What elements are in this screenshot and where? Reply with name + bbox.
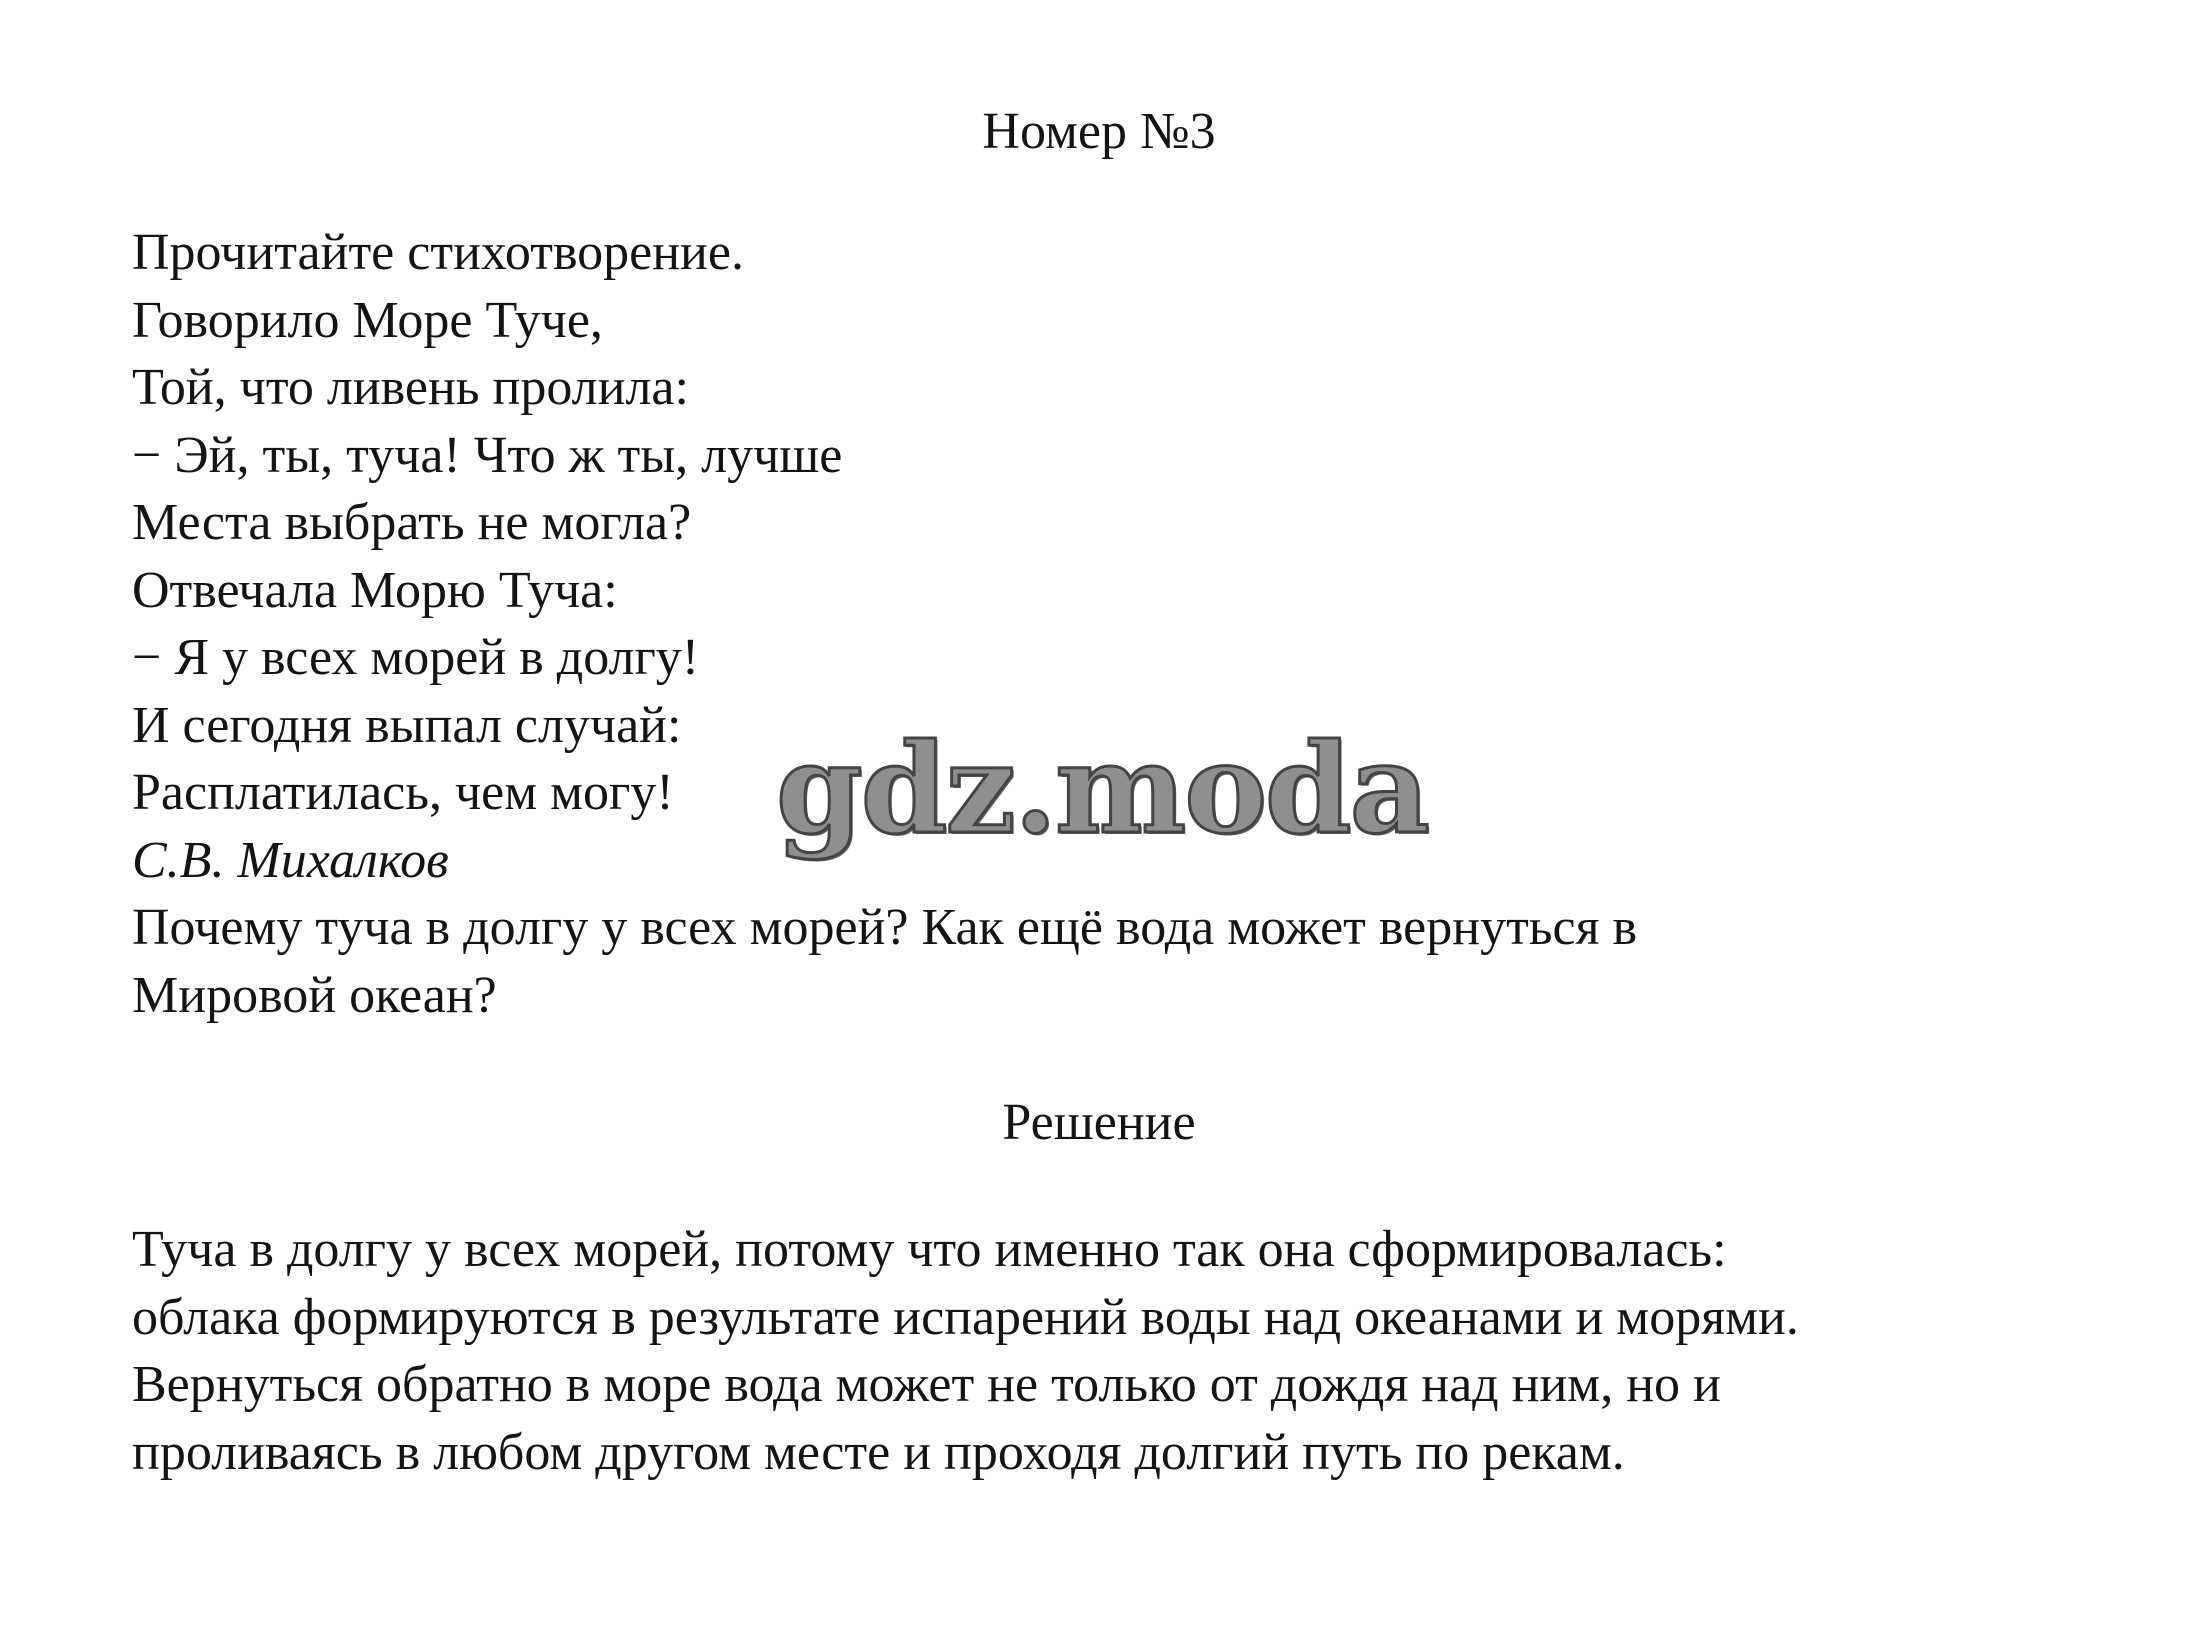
solution-block [132,1216,2092,1486]
question-line: Почему туча в долгу у всех морей? Как ещё вода может вернуться в [132,899,1638,956]
poem-line: − Я у всех морей в долгу! [132,629,700,686]
solution-line: проливаясь в любом другом месте и проходя долгий путь по рекам. [132,1423,1625,1481]
solution-line: Туча в долгу у всех морей, потому что именно так она сформировалась: [132,1221,1727,1278]
task-heading: Номер №3 [982,103,1216,160]
task-block [132,219,2092,1029]
solution-heading: Решение [1002,1094,1196,1151]
solution-line: облака формируются в результате испарений воды над океанами и морями. [132,1288,1799,1346]
poem-line: − Эй, ты, туча! Что ж ты, лучше [132,426,843,484]
poem-author: С.В. Михалков [132,831,449,889]
poem-line: Говорило Море Туче, [132,291,603,349]
poem-line: Расплатилась, чем могу! [132,764,674,821]
poem-line: И сегодня выпал случай: [132,696,682,754]
poem-line: Той, что ливень пролила: [132,359,689,416]
solution-line: Вернуться обратно в море вода может не только от дождя над ним, но и [132,1356,1721,1413]
poem-line: Места выбрать не могла? [132,494,692,551]
poem-line: Отвечала Морю Туча: [132,561,618,619]
watermark-logo: gdz.moda [776,717,1428,862]
question-line: Мировой океан? [132,966,497,1024]
instruction-line: Прочитайте стихотворение. [132,224,744,281]
